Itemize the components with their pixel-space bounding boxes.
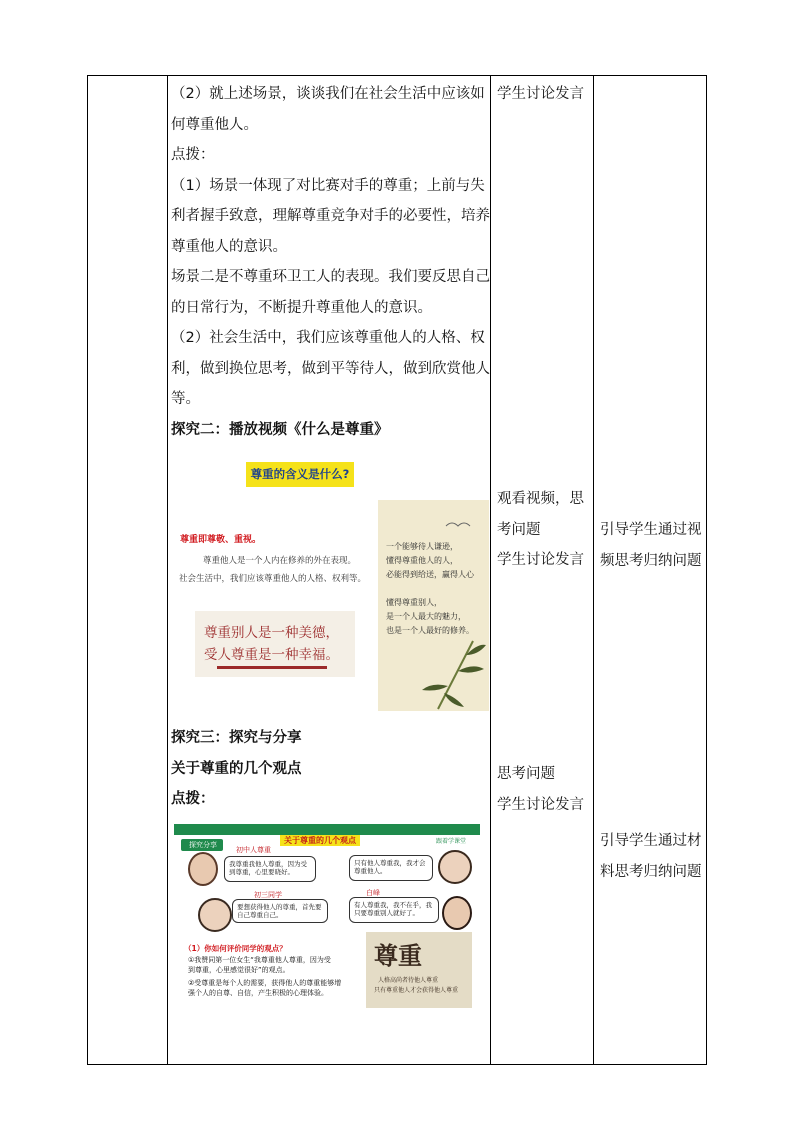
activity-text: 学生讨论发言 (497, 552, 584, 568)
intent-text: 料思考归纳问题 (600, 863, 702, 880)
design-intent-cell (600, 515, 704, 576)
avatar (198, 898, 232, 932)
green-banner (174, 824, 480, 835)
speech-bubble: 有人尊重我，我不在乎，我只要尊重别人就好了。 (349, 897, 439, 923)
column-divider (167, 76, 168, 1064)
speech-bubble: 只有他人尊重我，我才会尊重他人。 (349, 855, 433, 881)
activity-text: 学生讨论发言 (497, 86, 584, 102)
text-line: （1）场景一体现了对比赛对手的尊重；上前与失 (171, 177, 485, 194)
answer-line: 到尊重，心里感觉很好”的观点。 (188, 966, 290, 974)
student-activity-cell (497, 759, 593, 820)
speech-bubble: 我尊重我他人尊重，因为受到尊重，心里要晓好。 (224, 856, 316, 882)
calligraphy-image: 尊重 人格高尚者待他人尊重 只有尊重他人才会获得他人尊重 (366, 932, 472, 1008)
avatar (442, 896, 472, 930)
scroll-text-line: 是一个人最大的魅力， (386, 612, 466, 621)
scroll-image (378, 500, 489, 711)
intent-text: 频思考归纳问题 (600, 552, 702, 569)
banner-title: 关于尊重的几个观点 (280, 835, 360, 846)
views-title: 关于尊重的几个观点 (171, 760, 302, 777)
definition-text: 社会生活中，我们应该尊重他人的人格、权利等。 (179, 574, 367, 584)
text-line: 何尊重他人。 (171, 116, 258, 133)
text-line: 场景二是不尊重环卫工人的表现。我们要反思自己 (171, 269, 490, 285)
text-line: 的日常行为，不断提升尊重他人的意识。 (171, 299, 432, 316)
activity-text: 考问题 (497, 521, 541, 538)
text-line: （2）就上述场景，谈谈我们在社会生活中应该如 (171, 86, 485, 102)
figure-respect-meaning (175, 459, 489, 711)
underline-stroke (217, 666, 327, 669)
scroll-text-line: 懂得尊重别人， (386, 598, 442, 607)
logo-text: 跟着学课堂 (436, 838, 467, 845)
scroll-text-line: 懂得尊重他人的人， (386, 556, 458, 565)
intent-text: 引导学生通过材 (600, 833, 702, 849)
speaker-name: 初中人尊重 (236, 846, 271, 854)
speaker-name: 白峰 (366, 889, 380, 897)
scroll-text-line: 也是一个人最好的修养。 (386, 626, 474, 635)
tag-label: 探究分享 (181, 839, 223, 851)
avatar (438, 850, 472, 884)
bamboo-icon (378, 631, 489, 711)
definition-text: 尊重他人是一个人内在修养的外在表现。 (203, 556, 357, 566)
scroll-text-line: 必能得到给送，赢得人心 (386, 570, 474, 579)
column-divider (593, 76, 594, 1064)
column-divider (490, 76, 491, 1064)
definition-title: 尊重即尊敬、重视。 (180, 535, 262, 545)
speech-bubble: 要想获得他人的尊重，首先要自己尊重自己。 (232, 899, 328, 923)
answer-line: 强个人的自尊、自信，产生积极的心理体验。 (188, 989, 328, 997)
scroll-text-line: 一个能够待人谦逊， (386, 542, 458, 551)
student-activity-cell (497, 484, 593, 576)
avatar (188, 852, 218, 886)
text-line: （2）社会生活中，我们应该尊重他人的人格、权 (171, 330, 485, 346)
hint-label: 点拨： (171, 791, 215, 807)
bird-icon (444, 518, 474, 532)
text-line: 利者握手致意，理解尊重竞争对手的必要性，培养 (171, 208, 490, 224)
text-line: 等。 (171, 391, 200, 407)
activity-text: 观看视频，思 (497, 491, 584, 507)
question-banner: 尊重的含义是什么? (246, 462, 354, 487)
lesson-table (87, 75, 707, 1065)
activity-text: 学生讨论发言 (497, 796, 584, 813)
answer-line: ①我赞同第一位女生“我尊重他人尊重，因为受 (188, 956, 331, 964)
student-activity-cell (497, 79, 593, 110)
figure-views-on-respect (174, 824, 480, 1010)
explore-heading: 探究二：播放视频《什么是尊重》 (171, 421, 389, 438)
quote-card: 尊重别人是一种美德， 受人尊重是一种幸福。 (195, 611, 355, 677)
activity-text: 思考问题 (497, 766, 555, 782)
intent-text: 引导学生通过视 (600, 522, 702, 538)
explore-heading: 探究三：探究与分享 (171, 730, 302, 746)
text-line: 尊重他人的意识。 (171, 238, 287, 255)
design-intent-cell (600, 826, 704, 887)
speaker-name: 初三同学 (254, 891, 282, 899)
answer-line: ②受尊重是每个人的需要，获得他人的尊重能够增 (188, 979, 342, 987)
question-title: （1）你如何评价同学的观点？ (184, 944, 287, 953)
hint-label: 点拨： (171, 147, 215, 163)
scroll-text-line (386, 582, 474, 596)
text-line: 利，做到换位思考，做到平等待人，做到欣赏他人 (171, 360, 490, 377)
